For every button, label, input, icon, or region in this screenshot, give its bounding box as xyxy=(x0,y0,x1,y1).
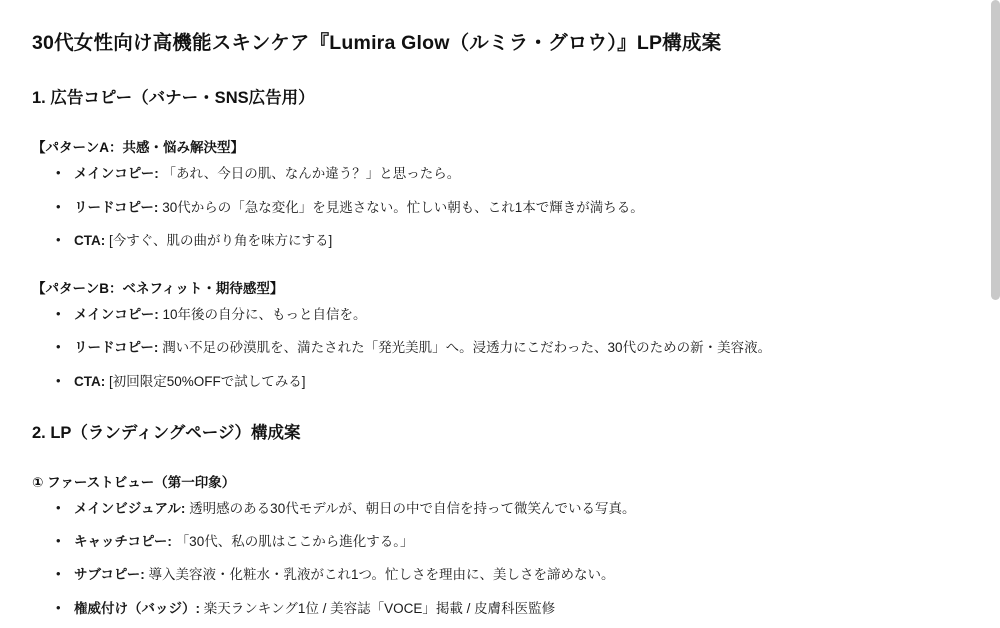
item-text: 「30代、私の肌はここから進化する。」 xyxy=(175,534,414,550)
item-text: 10年後の自分に、もっと自信を。 xyxy=(162,307,367,323)
item-label: メインコピー: xyxy=(74,307,159,323)
list-item xyxy=(32,305,960,325)
item-text: 30代からの「急な変化」を見逃さない。忙しい朝も、これ1本で輝きが満ちる。 xyxy=(162,199,644,215)
list-item xyxy=(32,231,960,251)
item-label: キャッチコピー: xyxy=(74,534,172,550)
section-heading-1: 1. 広告コピー（バナー・SNS広告用） xyxy=(32,89,315,108)
group-label-first-view: ① ファーストビュー（第一印象） xyxy=(32,474,236,490)
scrollbar-thumb[interactable] xyxy=(991,0,1000,300)
bullet-list-first-view xyxy=(32,499,960,619)
section-heading-2: 2. LP（ランディングページ）構成案 xyxy=(32,423,301,442)
list-item xyxy=(32,565,960,585)
item-text: 「あれ、今日の肌、なんか違う？」と思ったら。 xyxy=(162,166,461,182)
item-text: 潤い不足の砂漠肌を、満たされた「発光美肌」へ。浸透力にこだわった、30代のための新・美容液。 xyxy=(162,340,772,356)
item-text: [初回限定50%OFFで試してみる] xyxy=(109,373,306,389)
item-text: 透明感のある30代モデルが、朝日の中で自信を持って微笑んでいる写真。 xyxy=(189,500,636,516)
list-item xyxy=(32,164,960,184)
item-text: 導入美容液・化粧水・乳液がこれ1つ。忙しさを理由に、美しさを諦めない。 xyxy=(148,567,615,583)
bullet-list-pattern-b xyxy=(32,305,960,392)
item-label: CTA: xyxy=(74,232,106,248)
item-label: 権威付け（バッジ）: xyxy=(74,600,200,616)
item-text: 楽天ランキング1位 / 美容誌「VOCE」掲載 / 皮膚科医監修 xyxy=(203,600,556,616)
item-label: リードコピー: xyxy=(74,199,159,215)
item-label: メインコピー: xyxy=(74,166,159,182)
group-label-pattern-a: 【パターンA：共感・悩み解決型】 xyxy=(32,140,244,156)
list-item xyxy=(32,198,960,218)
list-item xyxy=(32,338,960,358)
list-item xyxy=(32,532,960,552)
bullet-list-pattern-a xyxy=(32,164,960,251)
list-item xyxy=(32,372,960,392)
list-item xyxy=(32,599,960,619)
item-text: [今すぐ、肌の曲がり角を味方にする] xyxy=(109,232,333,248)
item-label: メインビジュアル: xyxy=(74,500,186,516)
group-label-pattern-b: 【パターンB：ベネフィット・期待感型】 xyxy=(32,281,284,297)
item-label: サブコピー: xyxy=(74,567,145,583)
vertical-scrollbar[interactable] xyxy=(991,0,1000,628)
item-label: CTA: xyxy=(74,373,106,389)
page-title: 30代女性向け高機能スキンケア『Lumira Glow（ルミラ・グロウ）』LP構成案 xyxy=(32,32,722,54)
item-label: リードコピー: xyxy=(74,340,159,356)
list-item xyxy=(32,499,960,519)
